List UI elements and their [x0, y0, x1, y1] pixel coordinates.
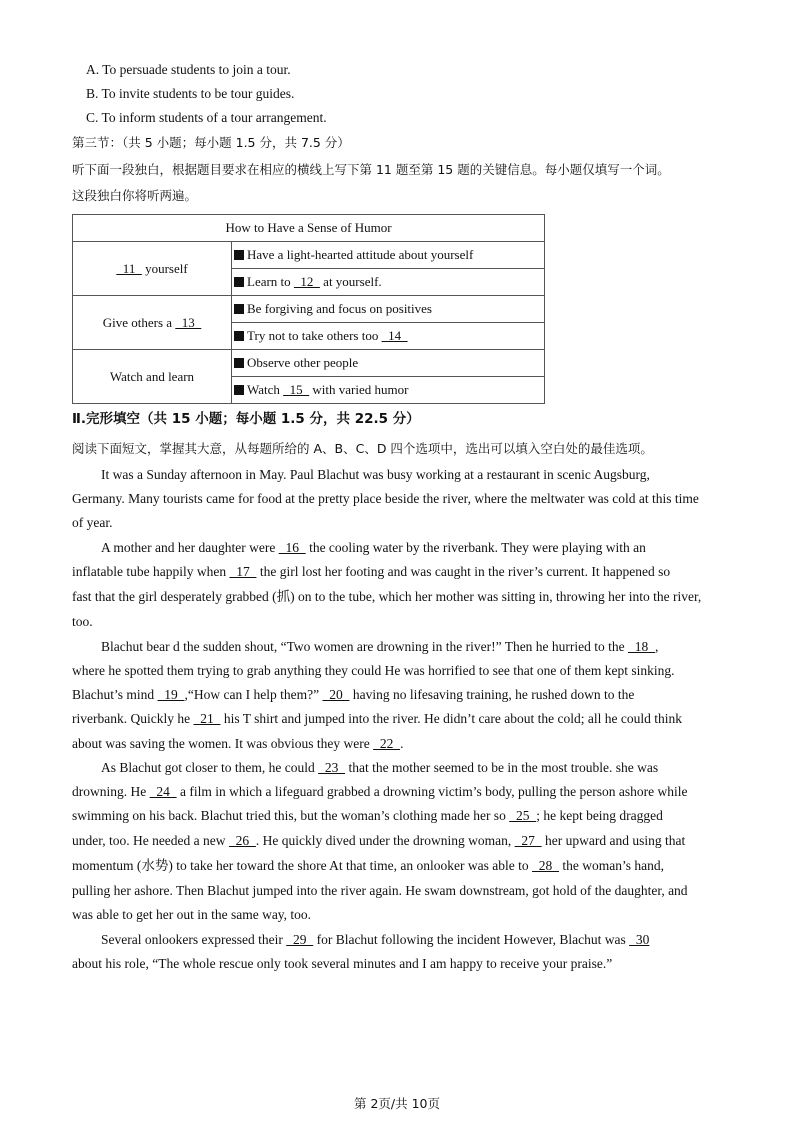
- section3-instruction-2: 这段独白你将听两遍。: [72, 188, 198, 203]
- passage-line: too.: [72, 614, 93, 629]
- table-item: Be forgiving and focus on positives: [232, 296, 545, 323]
- passage-line: pulling her ashore. Then Blachut jumped into the river again. He swam downstream, got hold of the daughter, and: [72, 883, 688, 898]
- blank-26[interactable]: 26: [228, 833, 256, 848]
- table-item: Have a light-hearted attitude about yourself: [232, 242, 545, 269]
- square-bullet-icon: [234, 277, 244, 287]
- table-item: Learn to 12 at yourself.: [232, 269, 545, 296]
- section3-header: 第三节：（共 5 小题；每小题 1.5 分，共 7.5 分）: [72, 135, 350, 150]
- square-bullet-icon: [234, 250, 244, 260]
- passage-line: Blachut bear d the sudden shout, “Two women are drowning in the river!” Then he hurried to the 18 ,: [101, 639, 659, 654]
- table-item: Watch 15 with varied humor: [232, 377, 545, 404]
- blank-25[interactable]: 25: [509, 808, 537, 823]
- blank-16[interactable]: 16: [278, 540, 306, 555]
- table-item: Observe other people: [232, 350, 545, 377]
- passage-line: Blachut’s mind 19 ,“How can I help them?” 20 having no lifesaving training, he rushed down to the: [72, 687, 635, 702]
- table-category: 11 yourself: [73, 242, 232, 296]
- passage-line: swimming on his back. Blachut tried this, but the woman’s clothing made her so 25 ; he kept being dragged: [72, 808, 663, 823]
- table-title: How to Have a Sense of Humor: [73, 215, 545, 242]
- table-item: Try not to take others too 14: [232, 323, 545, 350]
- blank-17[interactable]: 17: [229, 564, 257, 579]
- humor-table: [72, 214, 545, 404]
- blank-29[interactable]: 29: [286, 932, 314, 947]
- blank-30[interactable]: 30: [629, 932, 650, 947]
- cloze-heading: Ⅱ.完形填空（共 15 小题；每小题 1.5 分，共 22.5 分）: [72, 411, 420, 427]
- passage-line: riverbank. Quickly he 21 his T shirt and jumped into the river. He didn’t care about the cold; all he could think: [72, 711, 682, 726]
- passage-line: fast that the girl desperately grabbed (抓) on to the tube, which her mother was sitting in, throwing her into the river,: [72, 589, 702, 604]
- passage-line: of year.: [72, 515, 113, 530]
- square-bullet-icon: [234, 304, 244, 314]
- blank-27[interactable]: 27: [514, 833, 542, 848]
- passage-line: inflatable tube happily when 17 the girl lost her footing and was caught in the river’s current. It happened so: [72, 564, 671, 579]
- blank-11[interactable]: 11: [116, 260, 142, 276]
- passage-line: Several onlookers expressed their 29 for Blachut following the incident However, Blachut was 30: [101, 932, 650, 947]
- blank-23[interactable]: 23: [318, 760, 346, 775]
- passage-line: was able to get her out in the same way, too.: [72, 907, 312, 922]
- passage-line: It was a Sunday afternoon in May. Paul Blachut was busy working at a restaurant in scenic Augsburg,: [101, 467, 650, 482]
- passage-line: drowning. He 24 a film in which a lifeguard grabbed a drowning victim’s body, pulling the person ashore while: [72, 784, 688, 799]
- square-bullet-icon: [234, 331, 244, 341]
- passage-line: momentum (水势) to take her toward the shore At that time, an onlooker was able to 28 the woman’s hand,: [72, 858, 664, 873]
- page-footer: 第 2页/共 10页: [353, 1096, 441, 1111]
- blank-21[interactable]: 21: [193, 711, 221, 726]
- passage-line: A mother and her daughter were 16 the cooling water by the riverbank. They were playing with an: [101, 540, 646, 555]
- passage-line: where he spotted them trying to grab anything they could He was horrified to see that one of them kept sinking.: [72, 663, 675, 678]
- passage-line: about his role, “The whole rescue only took several minutes and I am happy to receive your praise.”: [72, 956, 613, 971]
- option-a: A. To persuade students to join a tour.: [86, 62, 291, 77]
- table-category: Watch and learn: [73, 350, 232, 404]
- option-c: C. To inform students of a tour arrangement.: [86, 110, 327, 125]
- passage-line: As Blachut got closer to them, he could 23 that the mother seemed to be in the most trouble. she was: [101, 760, 659, 775]
- section3-instruction: 听下面一段独白，根据题目要求在相应的横线上写下第 11 题至第 15 题的关键信息。每小题仅填写一个词。: [72, 162, 670, 177]
- passage-line: under, too. He needed a new 26 . He quickly dived under the drowning woman, 27 her upward and using that: [72, 833, 686, 848]
- blank-14[interactable]: 14: [381, 328, 408, 343]
- square-bullet-icon: [234, 385, 244, 395]
- blank-18[interactable]: 18: [628, 639, 656, 654]
- passage-line: about was saving the women. It was obvious they were 22 .: [72, 736, 404, 751]
- blank-22[interactable]: 22: [373, 736, 401, 751]
- blank-20[interactable]: 20: [322, 687, 350, 702]
- square-bullet-icon: [234, 358, 244, 368]
- blank-13[interactable]: 13: [175, 314, 202, 330]
- cloze-instruction: 阅读下面短文，掌握其大意，从每题所给的 A、B、C、D 四个选项中，选出可以填入空白处的最佳选项。: [72, 441, 653, 456]
- blank-24[interactable]: 24: [149, 784, 177, 799]
- blank-15[interactable]: 15: [283, 382, 310, 397]
- option-b: B. To invite students to be tour guides.: [86, 86, 295, 101]
- blank-12[interactable]: 12: [293, 274, 320, 289]
- passage-line: Germany. Many tourists came for food at the pretty place beside the river, where the meltwater was cold at this time: [72, 491, 699, 506]
- blank-28[interactable]: 28: [532, 858, 560, 873]
- blank-19[interactable]: 19: [157, 687, 185, 702]
- table-category: Give others a 13: [73, 296, 232, 350]
